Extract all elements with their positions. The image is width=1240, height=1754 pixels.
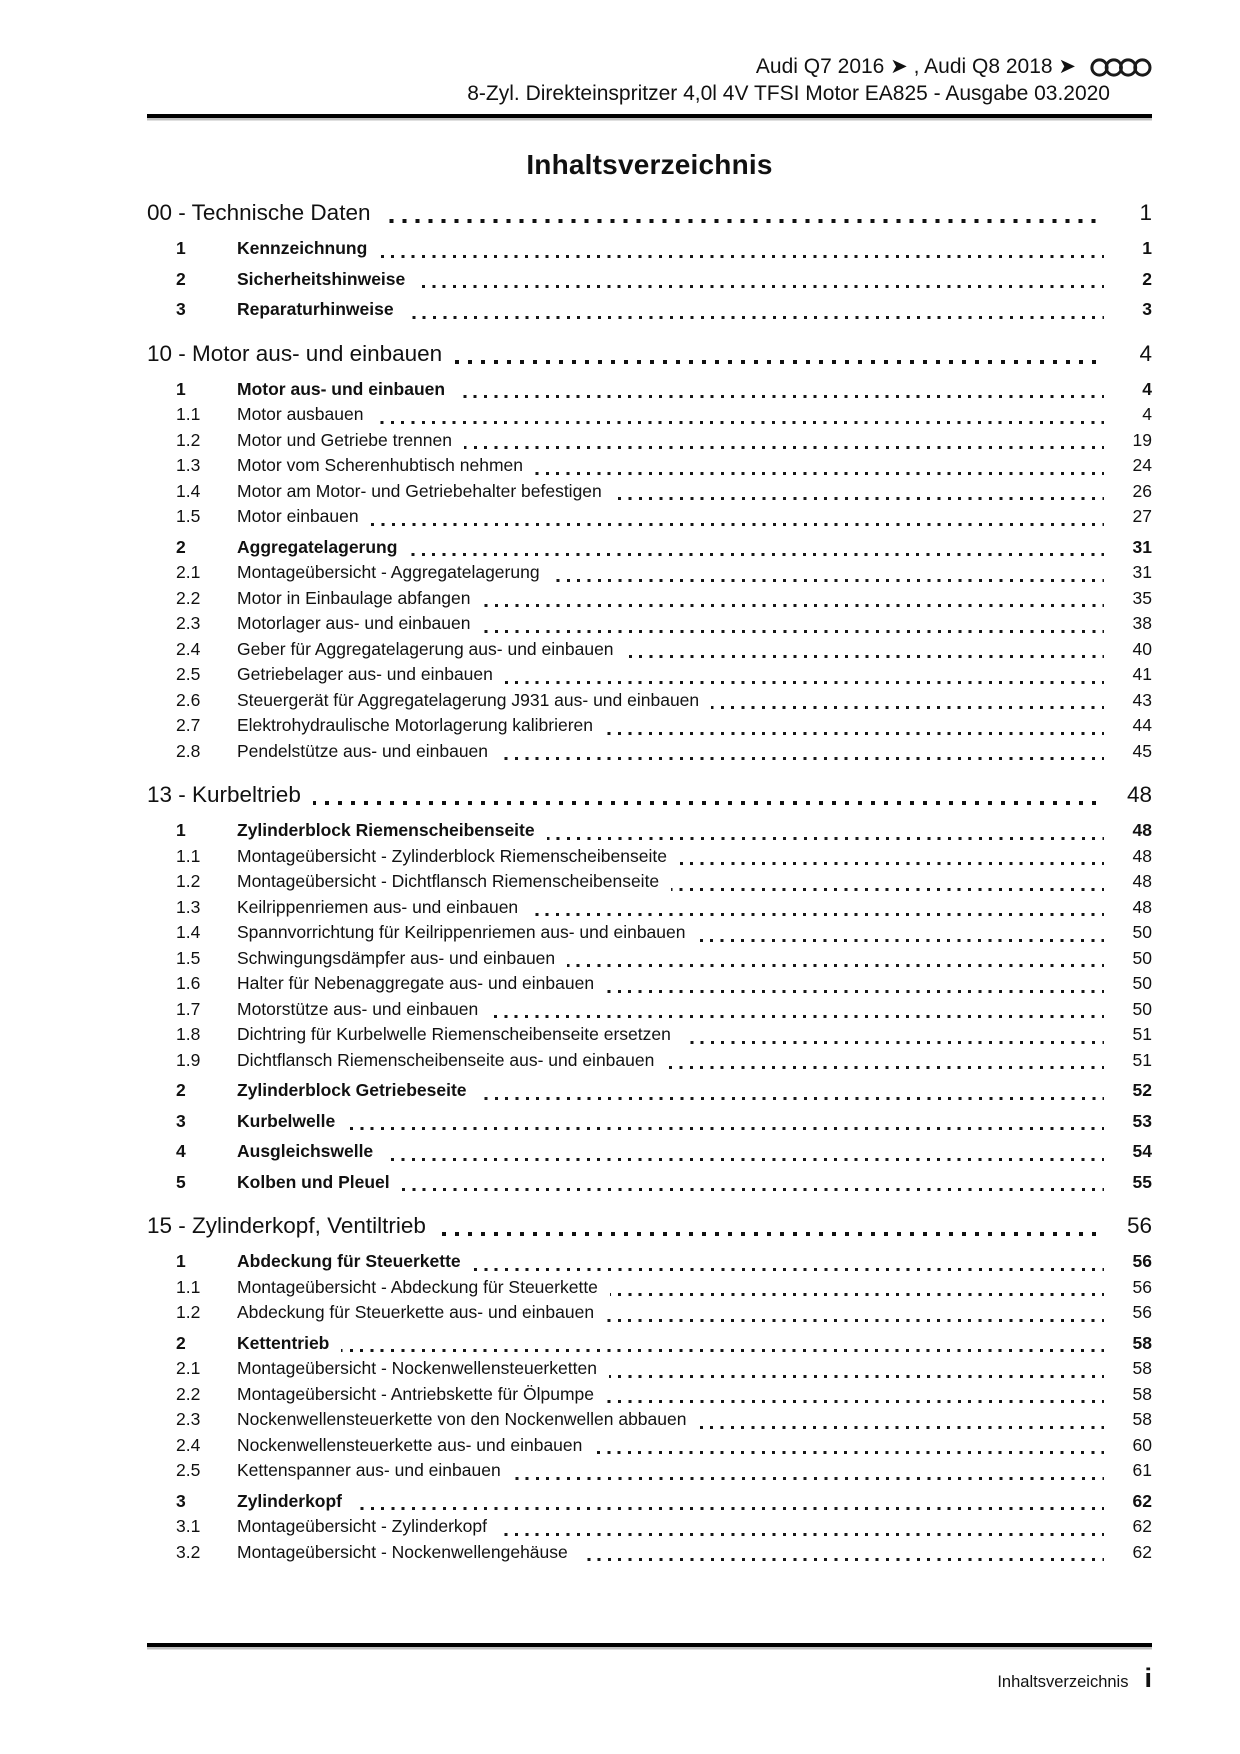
dot-leader <box>464 446 1104 449</box>
toc-entry-page: 48 <box>1132 845 1152 866</box>
toc-entry-row <box>147 267 1152 293</box>
toc-entry-page: 4 <box>1142 378 1152 399</box>
toc-entry-row <box>147 586 1152 612</box>
toc-entry-page: 48 <box>1132 820 1152 840</box>
dot-leader <box>473 1268 1104 1271</box>
toc-entry-title: Dichtring für Kurbelwelle Riemenscheibenseite ersetzen <box>237 1024 671 1044</box>
toc-entry-page: 35 <box>1132 587 1152 608</box>
toc-entry-row <box>147 1540 1152 1566</box>
dot-leader <box>683 1041 1104 1044</box>
toc-entry-page: 31 <box>1132 562 1152 582</box>
toc-entry-row <box>147 637 1152 663</box>
toc-entry-number: 1.5 <box>176 506 201 526</box>
toc-entry-row <box>147 479 1152 505</box>
toc-entry-title: Motor vom Scherenhubtisch nehmen <box>237 455 523 475</box>
toc-section-page: 48 <box>1126 782 1152 807</box>
toc-entry-page: 4 <box>1142 404 1152 424</box>
toc-entry-title: Dichtflansch Riemenscheibenseite aus- und einbauen <box>237 1049 655 1070</box>
dot-leader <box>547 837 1104 840</box>
toc-entry-title: Motor ausbauen <box>237 404 364 424</box>
toc-entry-page: 53 <box>1132 1110 1152 1131</box>
page-title: Inhaltsverzeichnis <box>526 149 773 180</box>
dot-leader <box>606 990 1104 993</box>
toc-entry-number: 1.4 <box>176 922 201 942</box>
toc-entry-title: Kurbelwelle <box>237 1110 336 1131</box>
dot-leader <box>711 706 1104 709</box>
toc-entry-number: 1.3 <box>176 455 201 475</box>
toc-entry-title: Getriebelager aus- und einbauen <box>237 664 493 684</box>
toc-entry-row <box>147 1407 1152 1433</box>
header-model-line <box>147 54 1152 80</box>
toc-entry-row <box>147 1078 1152 1104</box>
toc-entry-page: 27 <box>1132 506 1152 526</box>
toc-entry-title: Motor einbauen <box>237 506 359 526</box>
dot-leader <box>490 1015 1104 1018</box>
toc-entry-number: 1 <box>176 1251 186 1271</box>
toc-entry-title: Keilrippenriemen aus- und einbauen <box>237 896 519 917</box>
toc-entry-page: 56 <box>1132 1276 1152 1297</box>
toc-entry-row <box>147 1489 1152 1515</box>
toc-entry-title: Aggregatelagerung <box>237 536 398 557</box>
dot-leader <box>499 1533 1104 1536</box>
toc-entry-title: Montageübersicht - Nockenwellensteuerketten <box>237 1358 597 1378</box>
toc-entry-number: 1 <box>176 820 186 840</box>
dot-leader <box>606 1400 1104 1403</box>
dot-leader <box>666 1066 1104 1069</box>
toc-entry-page: 19 <box>1132 429 1152 450</box>
toc-entry-row <box>147 1022 1152 1048</box>
dot-leader <box>379 255 1104 258</box>
toc-entry-number: 1.8 <box>176 1024 201 1044</box>
toc-entry-number: 2.3 <box>176 1409 201 1429</box>
dot-leader <box>313 801 1104 805</box>
toc-entry-row <box>147 504 1152 530</box>
footer-text <box>147 1663 1152 1694</box>
toc-section-title: 13 - Kurbeltrieb <box>147 782 301 807</box>
toc-entry-number: 2.6 <box>176 689 201 710</box>
toc-entry-number: 1 <box>176 238 186 258</box>
toc-section-row <box>147 1211 1152 1241</box>
toc-entry-page: 41 <box>1132 664 1152 684</box>
toc-entry-page: 55 <box>1132 1171 1152 1192</box>
toc-entry-number: 3 <box>176 1490 186 1511</box>
toc-entry-title: Abdeckung für Steuerkette aus- und einbauen <box>237 1302 595 1322</box>
toc-section-page: 4 <box>1139 340 1152 366</box>
toc-entry-page: 24 <box>1132 455 1152 475</box>
toc-entry-row <box>147 1275 1152 1301</box>
toc-entry-page: 45 <box>1132 740 1152 761</box>
toc-section-title: 15 - Zylinderkopf, Ventiltrieb <box>147 1213 426 1238</box>
toc-entry-number: 1.1 <box>176 1276 201 1297</box>
dot-leader <box>505 681 1104 684</box>
toc-entry-number: 1.9 <box>176 1049 201 1070</box>
dot-leader <box>606 1319 1104 1322</box>
toc-entry-title: Motorlager aus- und einbauen <box>237 613 471 633</box>
toc <box>147 198 1152 1565</box>
toc-entry-page: 48 <box>1132 871 1152 891</box>
toc-entry-number: 1.4 <box>176 480 201 501</box>
toc-entry-title: Montageübersicht - Nockenwellengehäuse <box>237 1541 568 1562</box>
toc-entry-page: 60 <box>1132 1434 1152 1455</box>
dot-leader <box>605 732 1104 735</box>
dot-leader <box>409 553 1104 556</box>
toc-entry-title: Spannvorrichtung für Keilrippenriemen aus- und einbauen <box>237 922 686 942</box>
toc-entry-page: 50 <box>1132 998 1152 1019</box>
toc-entry-page: 51 <box>1132 1024 1152 1044</box>
dot-leader <box>438 1232 1104 1236</box>
dot-leader <box>454 360 1104 364</box>
toc-entry-row <box>147 1139 1152 1165</box>
toc-entry-page: 56 <box>1132 1302 1152 1322</box>
page-footer <box>147 1643 1152 1694</box>
toc-entry-row <box>147 818 1152 844</box>
toc-entry-row <box>147 1331 1152 1357</box>
toc-entry-page: 54 <box>1132 1141 1152 1161</box>
audi-rings-icon <box>1090 57 1152 78</box>
header-engine-text: 8-Zyl. Direkteinspritzer 4,0l 4V TFSI Motor EA825 - Ausgabe 03.2020 <box>467 82 1110 105</box>
toc-entry-number: 1.1 <box>176 845 201 866</box>
toc-entry-title: Ausgleichswelle <box>237 1141 374 1161</box>
toc-entry-number: 1.6 <box>176 973 201 993</box>
toc-entry-page: 58 <box>1132 1409 1152 1429</box>
toc-entry-page: 62 <box>1132 1490 1152 1511</box>
toc-entry-page: 50 <box>1132 922 1152 942</box>
header-models-text: Audi Q7 2016 ➤ , Audi Q8 2018 ➤ <box>755 55 1076 78</box>
toc-entry-title: Montageübersicht - Zylinderblock Riemenscheibenseite <box>237 845 667 866</box>
toc-entry-page: 61 <box>1132 1460 1152 1480</box>
toc-entry-row <box>147 402 1152 428</box>
toc-entry-row <box>147 1433 1152 1459</box>
dot-leader <box>500 757 1104 760</box>
toc-entry-number: 2.7 <box>176 715 201 735</box>
toc-entry-row <box>147 971 1152 997</box>
toc-entry-row <box>147 535 1152 561</box>
toc-entry-page: 58 <box>1132 1383 1152 1404</box>
toc-entry-title: Montageübersicht - Aggregatelagerung <box>237 562 540 582</box>
toc-entry-page: 3 <box>1142 299 1152 319</box>
toc-entry-row <box>147 946 1152 972</box>
toc-entry-title: Nockenwellensteuerkette aus- und einbauen <box>237 1434 583 1455</box>
toc-entry-page: 52 <box>1132 1080 1152 1100</box>
footer-label: Inhaltsverzeichnis <box>997 1673 1129 1691</box>
toc-entry-title: Montageübersicht - Antriebskette für Ölpumpe <box>237 1383 594 1404</box>
toc-entry-row <box>147 1514 1152 1540</box>
toc-entry-title: Zylinderkopf <box>237 1490 343 1511</box>
dot-leader <box>417 285 1104 288</box>
dot-leader <box>483 630 1105 633</box>
dot-leader <box>580 1558 1104 1561</box>
toc-entry-title: Pendelstütze aus- und einbauen <box>237 740 489 761</box>
toc-section-page: 1 <box>1139 200 1152 225</box>
dot-leader <box>614 497 1104 500</box>
dot-leader <box>513 1477 1104 1480</box>
toc-entry-number: 3 <box>176 299 186 319</box>
toc-entry-number: 3.2 <box>176 1541 201 1562</box>
toc-entry-number: 2.3 <box>176 613 201 633</box>
toc-entry-row <box>147 1356 1152 1382</box>
toc-entry-row <box>147 611 1152 637</box>
toc-entry-row <box>147 895 1152 921</box>
toc-entry-row <box>147 869 1152 895</box>
dot-leader <box>371 523 1104 526</box>
footer-page-number: i <box>1144 1663 1152 1693</box>
toc-entry-title: Schwingungsdämpfer aus- und einbauen <box>237 947 556 968</box>
toc-entry-page: 26 <box>1132 480 1152 501</box>
toc-entry-page: 50 <box>1132 947 1152 968</box>
toc-entry-row <box>147 560 1152 586</box>
toc-entry-page: 43 <box>1132 689 1152 710</box>
toc-entry-row <box>147 297 1152 323</box>
toc-entry-number: 3 <box>176 1110 186 1131</box>
toc-entry-number: 2.2 <box>176 587 201 608</box>
dot-leader <box>479 1097 1104 1100</box>
toc-entry-row <box>147 453 1152 479</box>
toc-entry-number: 5 <box>176 1171 186 1192</box>
dot-leader <box>671 888 1104 891</box>
footer-rule <box>147 1643 1152 1647</box>
toc-entry-title: Kolben und Pleuel <box>237 1171 390 1192</box>
toc-entry-row <box>147 662 1152 688</box>
toc-entry-page: 44 <box>1132 715 1152 735</box>
toc-entry-page: 62 <box>1132 1516 1152 1536</box>
dot-leader <box>530 913 1104 916</box>
dot-leader <box>697 939 1104 942</box>
toc-entry-number: 2.5 <box>176 1460 201 1480</box>
dot-leader <box>385 1158 1104 1161</box>
dot-leader <box>375 421 1104 424</box>
toc-entry-number: 2.4 <box>176 638 201 659</box>
toc-entry-title: Nockenwellensteuerkette von den Nockenwellen abbauen <box>237 1409 687 1429</box>
toc-entry-number: 1.3 <box>176 896 201 917</box>
toc-entry-page: 50 <box>1132 973 1152 993</box>
toc-entry-title: Motor in Einbaulage abfangen <box>237 587 471 608</box>
toc-entry-title: Montageübersicht - Dichtflansch Riemenscheibenseite <box>237 871 660 891</box>
dot-leader <box>609 1375 1104 1378</box>
toc-entry-row <box>147 1249 1152 1275</box>
toc-entry-title: Motor am Motor- und Getriebehalter befestigen <box>237 480 602 501</box>
toc-entry-title: Steuergerät für Aggregatelagerung J931 aus- und einbauen <box>237 689 700 710</box>
dot-leader <box>483 604 1104 607</box>
toc-entry-row <box>147 236 1152 262</box>
toc-entry-number: 4 <box>176 1141 186 1161</box>
toc-entry-page: 51 <box>1132 1049 1152 1070</box>
toc-entry-row <box>147 428 1152 454</box>
toc-entry-row <box>147 1109 1152 1135</box>
toc-entry-title: Reparaturhinweise <box>237 299 394 319</box>
toc-entry-row <box>147 377 1152 403</box>
toc-entry-number: 1.1 <box>176 404 201 424</box>
dot-leader <box>535 472 1104 475</box>
dot-leader <box>594 1451 1104 1454</box>
toc-entry-row <box>147 844 1152 870</box>
toc-entry-row <box>147 688 1152 714</box>
toc-entry-title: Motor aus- und einbauen <box>237 378 446 399</box>
toc-entry-number: 1.5 <box>176 947 201 968</box>
toc-entry-row <box>147 1048 1152 1074</box>
toc-entry-row <box>147 920 1152 946</box>
toc-entry-page: 58 <box>1132 1332 1152 1353</box>
toc-entry-title: Montageübersicht - Zylinderkopf <box>237 1516 487 1536</box>
toc-entry-number: 2.1 <box>176 562 201 582</box>
toc-entry-row <box>147 1458 1152 1484</box>
dot-leader <box>679 862 1104 865</box>
toc-entry-number: 2.4 <box>176 1434 201 1455</box>
toc-entry-number: 2 <box>176 268 186 289</box>
toc-entry-row <box>147 713 1152 739</box>
dot-leader <box>698 1426 1104 1429</box>
toc-entry-title: Zylinderblock Getriebeseite <box>237 1080 467 1100</box>
toc-entry-number: 1.2 <box>176 429 201 450</box>
toc-entry-title: Zylinderblock Riemenscheibenseite <box>237 820 535 840</box>
toc-entry-number: 2.2 <box>176 1383 201 1404</box>
toc-entry-page: 31 <box>1132 536 1152 557</box>
toc-entry-page: 56 <box>1132 1251 1152 1271</box>
dot-leader <box>354 1507 1104 1510</box>
toc-entry-row <box>147 997 1152 1023</box>
dot-leader <box>406 316 1104 319</box>
dot-leader <box>567 964 1104 967</box>
toc-entry-page: 40 <box>1132 638 1152 659</box>
page-header <box>147 0 1152 118</box>
toc-entry-title: Motor und Getriebe trennen <box>237 429 452 450</box>
toc-entry-title: Montageübersicht - Abdeckung für Steuerkette <box>237 1276 598 1297</box>
toc-entry-page: 2 <box>1142 268 1152 289</box>
toc-entry-number: 1.7 <box>176 998 201 1019</box>
toc-entry-page: 62 <box>1132 1541 1152 1562</box>
toc-entry-number: 1.2 <box>176 871 201 891</box>
toc-section-row <box>147 198 1152 228</box>
toc-entry-page: 1 <box>1142 238 1152 258</box>
toc-section-title: 10 - Motor aus- und einbauen <box>147 340 443 366</box>
toc-entry-number: 2 <box>176 536 186 557</box>
dot-leader <box>402 1188 1104 1191</box>
toc-entry-page: 38 <box>1132 613 1152 633</box>
toc-entry-number: 1 <box>176 378 186 399</box>
toc-entry-number: 2.8 <box>176 740 201 761</box>
header-rule <box>147 114 1152 118</box>
toc-entry-title: Sicherheitshinweise <box>237 268 406 289</box>
toc-entry-title: Kettentrieb <box>237 1332 330 1353</box>
dot-leader <box>382 219 1104 223</box>
toc-entry-page: 48 <box>1132 896 1152 917</box>
toc-entry-row <box>147 1382 1152 1408</box>
toc-entry-title: Geber für Aggregatelagerung aus- und einbauen <box>237 638 614 659</box>
toc-entry-title: Motorstütze aus- und einbauen <box>237 998 479 1019</box>
toc-entry-number: 3.1 <box>176 1516 201 1536</box>
dot-leader <box>347 1127 1104 1130</box>
toc-section-row <box>147 339 1152 369</box>
toc-entry-title: Halter für Nebenaggregate aus- und einbauen <box>237 973 595 993</box>
dot-leader <box>457 395 1104 398</box>
toc-entry-number: 2 <box>176 1332 186 1353</box>
toc-entry-title: Kennzeichnung <box>237 238 368 258</box>
dot-leader <box>552 579 1104 582</box>
toc-entry-title: Kettenspanner aus- und einbauen <box>237 1460 501 1480</box>
toc-entry-row <box>147 739 1152 765</box>
dot-leader <box>626 655 1104 658</box>
toc-entry-row <box>147 1300 1152 1326</box>
toc-entry-title: Abdeckung für Steuerkette <box>237 1251 461 1271</box>
toc-entry-number: 1.2 <box>176 1302 201 1322</box>
toc-entry-page: 58 <box>1132 1358 1152 1378</box>
toc-section-row <box>147 780 1152 810</box>
toc-entry-number: 2 <box>176 1080 186 1100</box>
toc-entry-number: 2.5 <box>176 664 201 684</box>
toc-section-title: 00 - Technische Daten <box>147 200 371 225</box>
toc-entry-row <box>147 1170 1152 1196</box>
dot-leader <box>610 1293 1104 1296</box>
toc-entry-number: 2.1 <box>176 1358 201 1378</box>
toc-entry-title: Elektrohydraulische Motorlagerung kalibrieren <box>237 715 594 735</box>
toc-section-page: 56 <box>1126 1213 1152 1238</box>
dot-leader <box>341 1349 1104 1352</box>
